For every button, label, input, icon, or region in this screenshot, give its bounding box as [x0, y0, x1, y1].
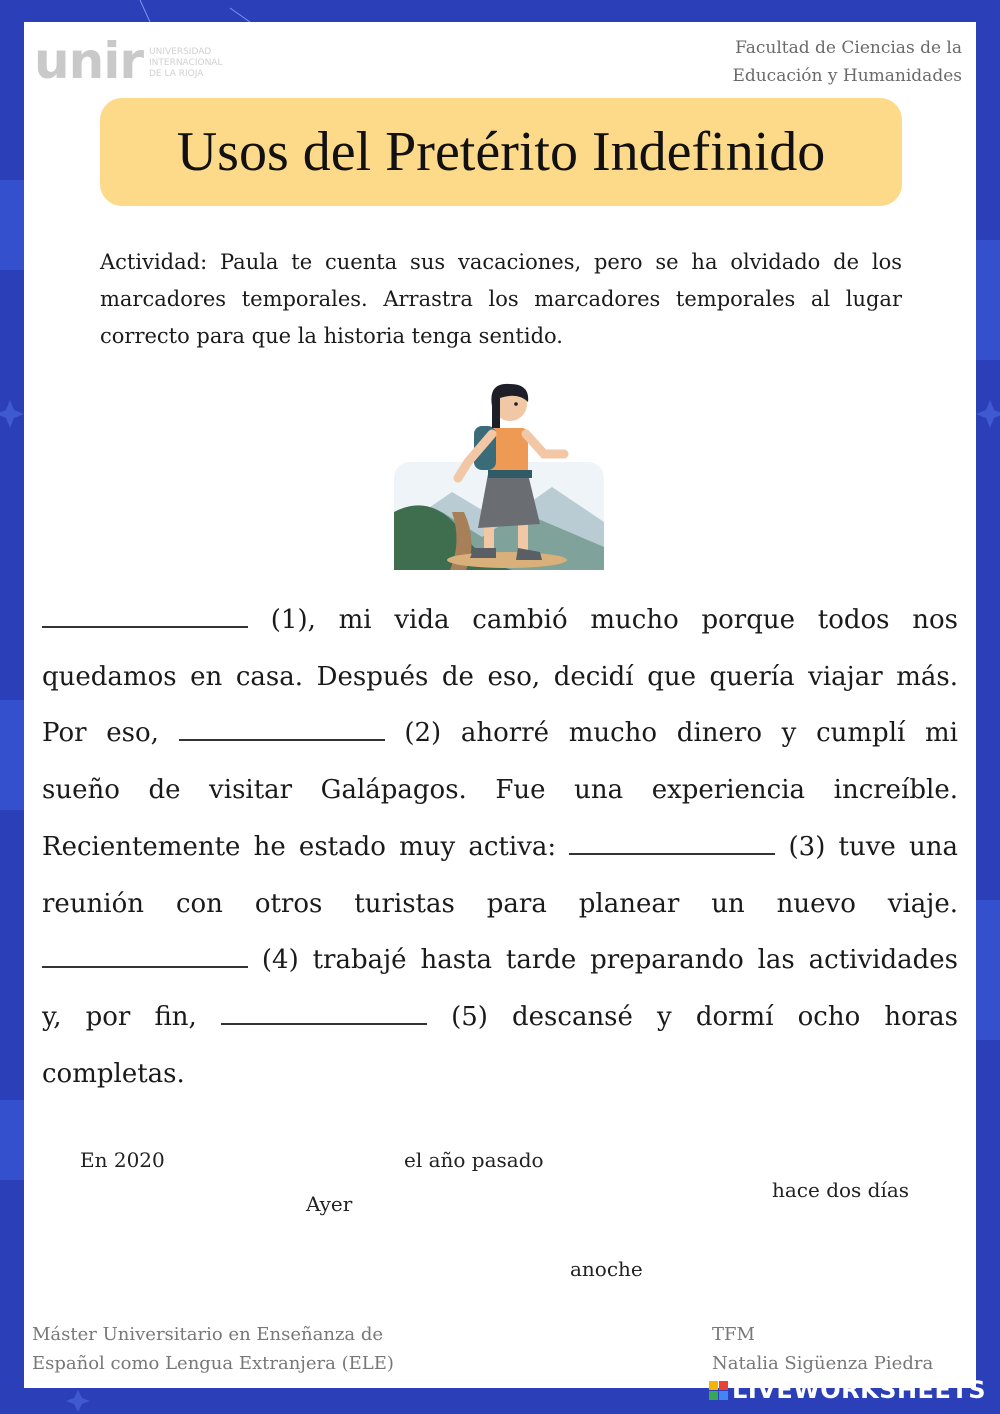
worksheet: [24, 22, 976, 1388]
logo-word: unir: [34, 32, 143, 90]
logo-sub-line: DE LA RIOJA: [149, 68, 204, 79]
liveworksheets-text: LIVEWORKSHEETS: [732, 1376, 986, 1404]
hiker-girl-mountains-icon: [392, 362, 606, 572]
story-text-1: (1), mi vida cambió mucho porque todos nos quedamos en casa. Después de eso, decidí que quería viajar más. Por eso,: [42, 605, 958, 749]
liveworksheets-badge[interactable]: [709, 1376, 986, 1404]
story-paragraph: [42, 592, 958, 1102]
drop-slot-1[interactable]: [42, 604, 248, 628]
liveworksheets-logo-icon: [709, 1381, 728, 1400]
activity-instructions: Actividad: Paula te cuenta sus vacaciones, pero se ha olvidado de los marcadores temporales. Arrastra los marcadores temporales al lugar correcto para que la historia tenga sentido.: [100, 250, 902, 348]
marker-ayer[interactable]: Ayer: [306, 1192, 353, 1216]
logo-sub-line: UNIVERSIDAD: [149, 46, 212, 57]
marker-en-2020[interactable]: En 2020: [80, 1148, 165, 1172]
unir-logo: [34, 32, 223, 90]
drop-slot-4[interactable]: [42, 944, 248, 968]
drop-slot-3[interactable]: [569, 831, 775, 855]
logo-sub-line: INTERNACIONAL: [149, 57, 223, 68]
footer-tfm: TFM: [712, 1324, 755, 1345]
page-title: Usos del Pretérito Indefinido: [176, 121, 826, 183]
drop-slot-5[interactable]: [221, 1001, 427, 1025]
footer-author: [712, 1320, 962, 1378]
marker-hace-dos-dias[interactable]: hace dos días: [772, 1178, 910, 1202]
marker-anoche[interactable]: anoche: [570, 1257, 643, 1281]
story-text-5: (5) descansé y dormí ocho horas completas.: [42, 1001, 959, 1089]
story-text-2: (2) ahorré mucho dinero y cumplí mi sueño de visitar Galápagos. Fue una experiencia increíble. Recientemente he estado muy activa:: [42, 718, 959, 862]
logo-subtitle: [149, 47, 222, 80]
story-text-4: (4) trabajé hasta tarde preparando las actividades y, por fin,: [42, 945, 959, 1032]
faculty-name: Facultad de Ciencias de la Educación y Humanidades: [732, 38, 962, 86]
story-text-3: (3) tuve una reunión con otros turistas para planear un nuevo viaje.: [42, 831, 958, 919]
title-banner: [100, 98, 902, 206]
footer-author-name: Natalia Sigüenza Piedra: [712, 1353, 934, 1374]
marker-el-ano-pasado[interactable]: el año pasado: [404, 1148, 544, 1172]
drop-slot-2[interactable]: [179, 717, 385, 741]
footer-master: Máster Universitario en Enseñanza de Español como Lengua Extranjera (ELE): [32, 1324, 394, 1374]
